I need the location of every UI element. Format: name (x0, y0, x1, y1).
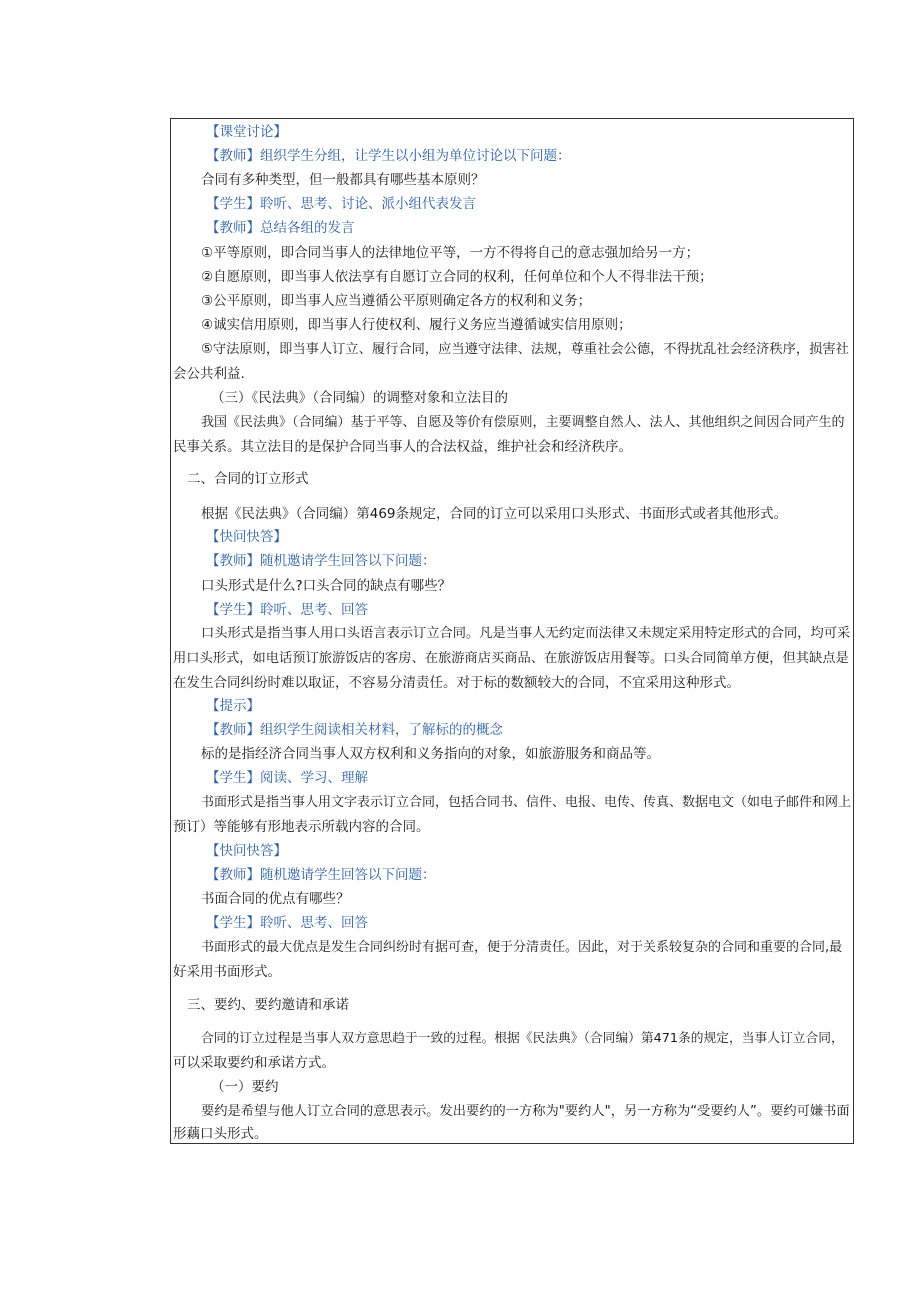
principle-fairness: ③公平原则，即当事人应当遵循公平原则确定各方的权利和义务； (201, 293, 592, 309)
teacher-instruction: 【教师】随机邀请学生回答以下问题： (206, 867, 436, 883)
paragraph-line: 形藕口头形式。 (173, 1126, 268, 1142)
paragraph-line: 书面形式是指当事人用文字表示订立合同，包括合同书、信件、电报、电传、传真、数据电文（如电子邮件和网上 (201, 795, 852, 810)
paragraph-line: 民事关系。其立法目的是保护合同当事人的合法权益，维护社会和经济秩序。 (173, 439, 632, 455)
paragraph-line: 标的是指经济合同当事人双方权利和义务指向的对象，如旅游服务和商品等。 (201, 746, 660, 762)
paragraph-line: 预订）等能够有形地表示所载内容的合同。 (173, 819, 430, 835)
lesson-content-box (170, 118, 854, 1144)
heading-offer-acceptance: 三、要约、要约邀请和承诺 (187, 997, 349, 1013)
heading-quick-qa: 【快问快答】 (206, 843, 287, 859)
student-activity: 【学生】聆听、思考、讨论、派小组代表发言 (206, 196, 476, 212)
heading-contract-forms: 二、合同的订立形式 (187, 471, 309, 487)
paragraph-line: 要约是希望与他人订立合同的意思表示。发出要约的一方称为"要约人"，另一方称为“受要约人”。要约可嫌书面 (201, 1104, 850, 1119)
student-activity: 【学生】阅读、学习、理解 (206, 770, 368, 786)
section-heading-3: （三）《民法典》（合同编）的调整对象和立法目的 (211, 390, 508, 406)
subheading-offer: （一）要约 (211, 1079, 279, 1095)
teacher-summary: 【教师】总结各组的发言 (206, 220, 355, 236)
principle-voluntary: ②自愿原则，即当事人依法享有自愿订立合同的权利，任何单位和个人不得非法干预； (201, 269, 713, 285)
teacher-instruction: 【教师】随机邀请学生回答以下问题： (206, 553, 436, 569)
paragraph-line: 用口头形式，如电话预订旅游饭店的客房、在旅游商店买商品、在旅游饭店用餐等。口头合同简单方便，但其缺点是 (173, 651, 849, 666)
paragraph-line: 口头形式是指当事人用口头语言表示订立合同。凡是当事人无约定而法律又未规定采用特定形式的合同，均可采 (201, 626, 851, 641)
question-oral-form: 口头形式是什么?口头合同的缺点有哪些？ (201, 578, 452, 594)
paragraph-line: 书面形式的最大优点是发生合同纠纷时有据可查，便于分清责任。因此，对于关系较复杂的合同和重要的合同,最 (201, 940, 843, 955)
principle-good-faith: ④诚实信用原则，即当事人行使权利、履行义务应当遵循诚实信用原则； (201, 317, 632, 333)
paragraph-line: 我国《民法典》（合同编）基于平等、自愿及等价有偿原则，主要调整自然人、法人、其他组织之间因合同产生的 (201, 415, 845, 430)
student-activity: 【学生】聆听、思考、回答 (206, 602, 368, 618)
heading-class-discussion: 【课堂讨论】 (206, 124, 287, 140)
paragraph-line: 根据《民法典》（合同编）第469条规定，合同的订立可以采用口头形式、书面形式或者其他形式。 (201, 506, 788, 522)
paragraph-line: 可以采取要约和承诺方式。 (173, 1055, 335, 1071)
paragraph-line: 在发生合同纠纷时难以取证，不容易分清责任。对于标的数额较大的合同，不宜采用这种形式。 (173, 675, 740, 691)
principle-legality-cont: 会公共利益. (173, 366, 245, 382)
paragraph-line: 合同的订立过程是当事人双方意思趋于一致的过程。根据《民法典》（合同编）第471条的规定，当事人订立合同， (201, 1031, 844, 1046)
teacher-instruction: 【教师】组织学生分组，让学生以小组为单位讨论以下问题： (206, 148, 571, 164)
paragraph-line: 好采用书面形式。 (173, 964, 281, 980)
teacher-instruction: 【教师】组织学生阅读相关材料，了解标的的概念 (206, 722, 503, 738)
question-written-form: 书面合同的优点有哪些？ (201, 891, 350, 907)
heading-tip: 【提示】 (206, 698, 260, 714)
discussion-question: 合同有多种类型，但一般都具有哪些基本原则？ (201, 172, 485, 188)
heading-quick-qa: 【快问快答】 (206, 529, 287, 545)
principle-equality: ①平等原则，即合同当事人的法律地位平等，一方不得将自己的意志强加给另一方； (201, 245, 700, 261)
principle-legality: ⑤守法原则，即当事人订立、履行合同，应当遵守法律、法规，尊重社会公德，不得扰乱社会经济秩序，损害社 (201, 342, 849, 357)
student-activity: 【学生】聆听、思考、回答 (206, 915, 368, 931)
